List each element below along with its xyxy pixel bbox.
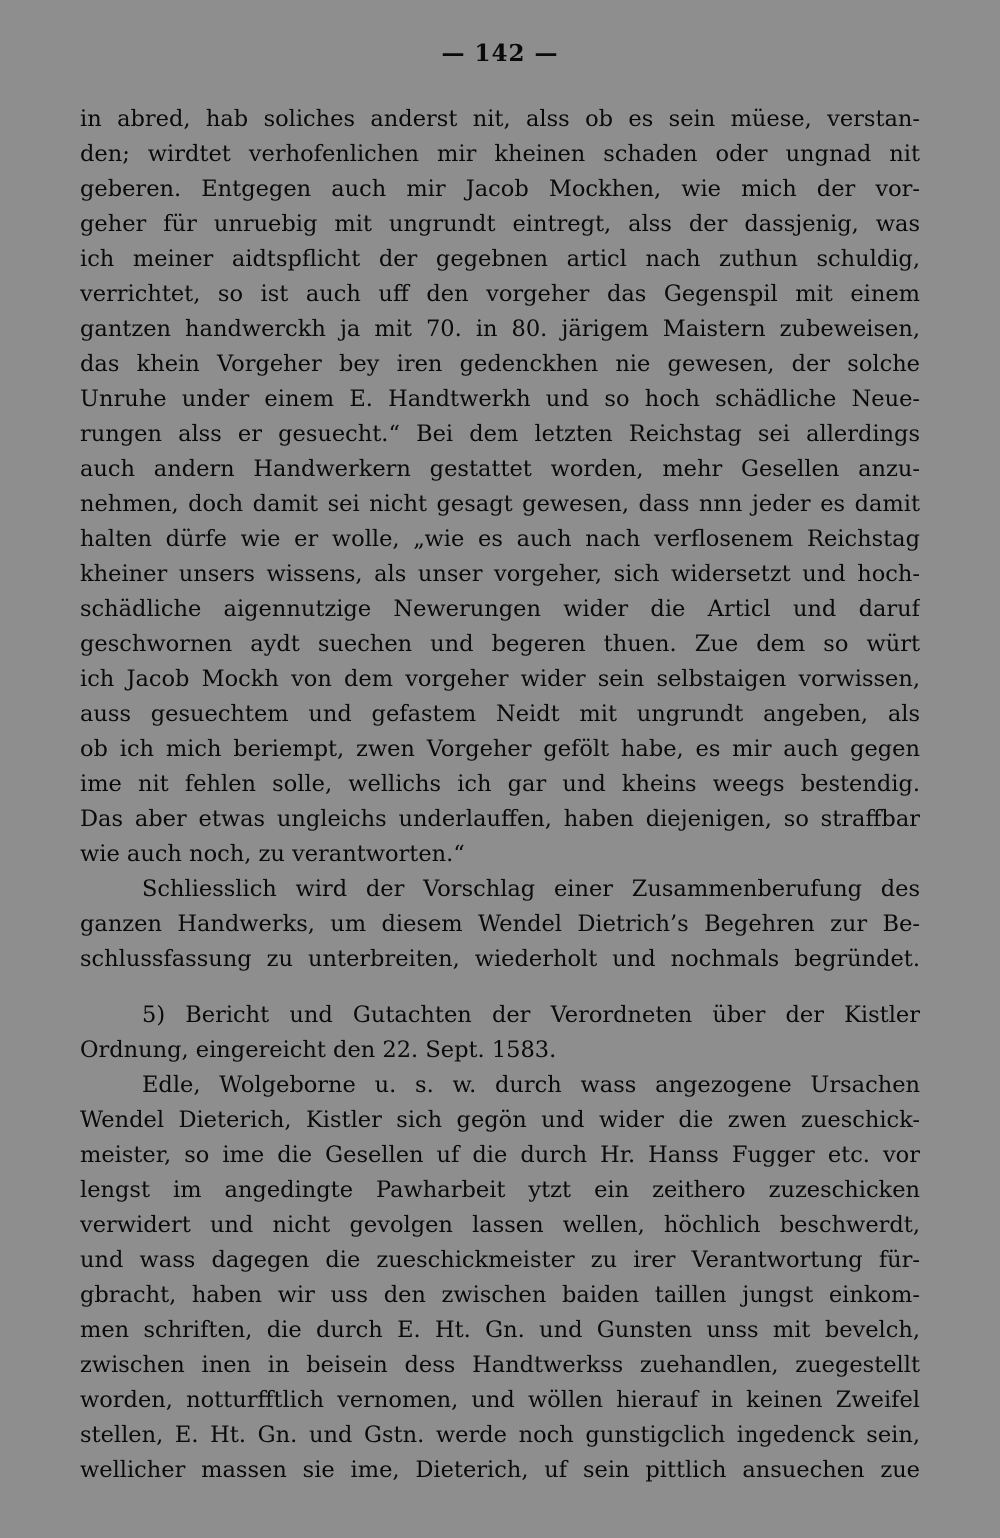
text-line: wellicher massen sie ime, Dieterich, uf sein pittlich ansuechen zue: [80, 1457, 920, 1483]
text-line: ganzen Handwerks, um diesem Wendel Dietrich’s Begehren zur Be-: [80, 911, 920, 937]
text-line: auch andern Handwerkern gestattet worden, mehr Gesellen anzu-: [80, 456, 920, 482]
text-line: geher für unruebig mit ungrundt eintregt, alss der dassjenig, was: [80, 211, 920, 237]
text-line: und wass dagegen die zueschickmeister zu irer Verantwortung für-: [80, 1247, 920, 1273]
text-line: schädliche aigennutzige Newerungen wider die Articl und daruf: [80, 596, 920, 622]
text-line: ob ich mich beriempt, zwen Vorgeher gefölt habe, es mir auch gegen: [80, 736, 920, 762]
text-line: gantzen handwerckh ja mit 70. in 80. järigem Maistern zubeweisen,: [80, 316, 920, 342]
text-line: auss gesuechtem und gefastem Neidt mit ungrundt angeben, als: [80, 701, 920, 727]
text-line: ich Jacob Mockh von dem vorgeher wider sein selbstaigen vorwissen,: [80, 666, 920, 692]
text-line: in abred, hab soliches anderst nit, alss ob es sein müese, verstan-: [80, 106, 920, 132]
text-line: men schriften, die durch E. Ht. Gn. und Gunsten unss mit bevelch,: [80, 1317, 920, 1343]
text-line: gbracht, haben wir uss den zwischen baiden taillen jungst einkom-: [80, 1282, 920, 1308]
text-line: geschwornen aydt suechen und begeren thuen. Zue dem so würt: [80, 631, 920, 657]
text-line: zwischen inen in beisein dess Handtwerkss zuehandlen, zuegestellt: [80, 1352, 920, 1378]
text-line: ich meiner aidtspflicht der gegebnen articl nach zuthun schuldig,: [80, 246, 920, 272]
text-line: worden, notturfftlich vernomen, und wöllen hierauf in keinen Zweifel: [80, 1387, 920, 1413]
text-block-letter: [80, 102, 920, 1488]
paragraph-gap: [80, 977, 920, 998]
text-line: ime nit fehlen solle, wellichs ich gar und kheins weegs bestendig.: [80, 771, 920, 797]
text-line: kheiner unsers wissens, als unser vorgeher, sich widersetzt und hoch-: [80, 561, 920, 587]
text-line: verwidert und nicht gevolgen lassen wellen, höchlich beschwerdt,: [80, 1212, 920, 1238]
section-heading-line: Ordnung, eingereicht den 22. Sept. 1583.: [80, 1037, 557, 1063]
text-line: Unruhe under einem E. Handtwerkh und so hoch schädliche Neue-: [80, 386, 920, 412]
text-line: Edle, Wolgeborne u. s. w. durch wass angezogene Ursachen: [142, 1072, 920, 1098]
text-line: stellen, E. Ht. Gn. und Gstn. werde noch gunstigclich ingedenck sein,: [80, 1422, 920, 1448]
text-line: wie auch noch, zu verantworten.“: [80, 841, 465, 867]
page-number: — 142 —: [441, 40, 559, 67]
text-line: nehmen, doch damit sei nicht gesagt gewesen, dass nnn jeder es damit: [80, 491, 920, 517]
text-line: Schliesslich wird der Vorschlag einer Zusammenberufung des: [142, 876, 920, 902]
text-line: lengst im angedingte Pawharbeit ytzt ein zeithero zuzeschicken: [80, 1177, 920, 1203]
text-line: den; wirdtet verhofenlichen mir kheinen schaden oder ungnad nit: [80, 141, 920, 167]
text-line: meister, so ime die Gesellen uf die durch Hr. Hanss Fugger etc. vor: [80, 1142, 920, 1168]
text-line: rungen alss er gesuecht.“ Bei dem letzten Reichstag sei allerdings: [80, 421, 920, 447]
text-line: geberen. Entgegen auch mir Jacob Mockhen, wie mich der vor-: [80, 176, 920, 202]
text-line: Wendel Dieterich, Kistler sich gegön und wider die zwen zueschick-: [80, 1107, 920, 1133]
text-line: Das aber etwas ungleichs underlauffen, haben diejenigen, so straffbar: [80, 806, 920, 832]
section-heading-line: 5) Bericht und Gutachten der Verordneten über der Kistler: [142, 1002, 920, 1028]
text-line: halten dürfe wie er wolle, „wie es auch nach verflosenem Reichstag: [80, 526, 920, 552]
text-line: verrichtet, so ist auch uff den vorgeher das Gegenspil mit einem: [80, 281, 920, 307]
text-line: das khein Vorgeher bey iren gedenckhen nie gewesen, der solche: [80, 351, 920, 377]
text-line: schlussfassung zu unterbreiten, wiederholt und nochmals begründet.: [80, 946, 920, 972]
